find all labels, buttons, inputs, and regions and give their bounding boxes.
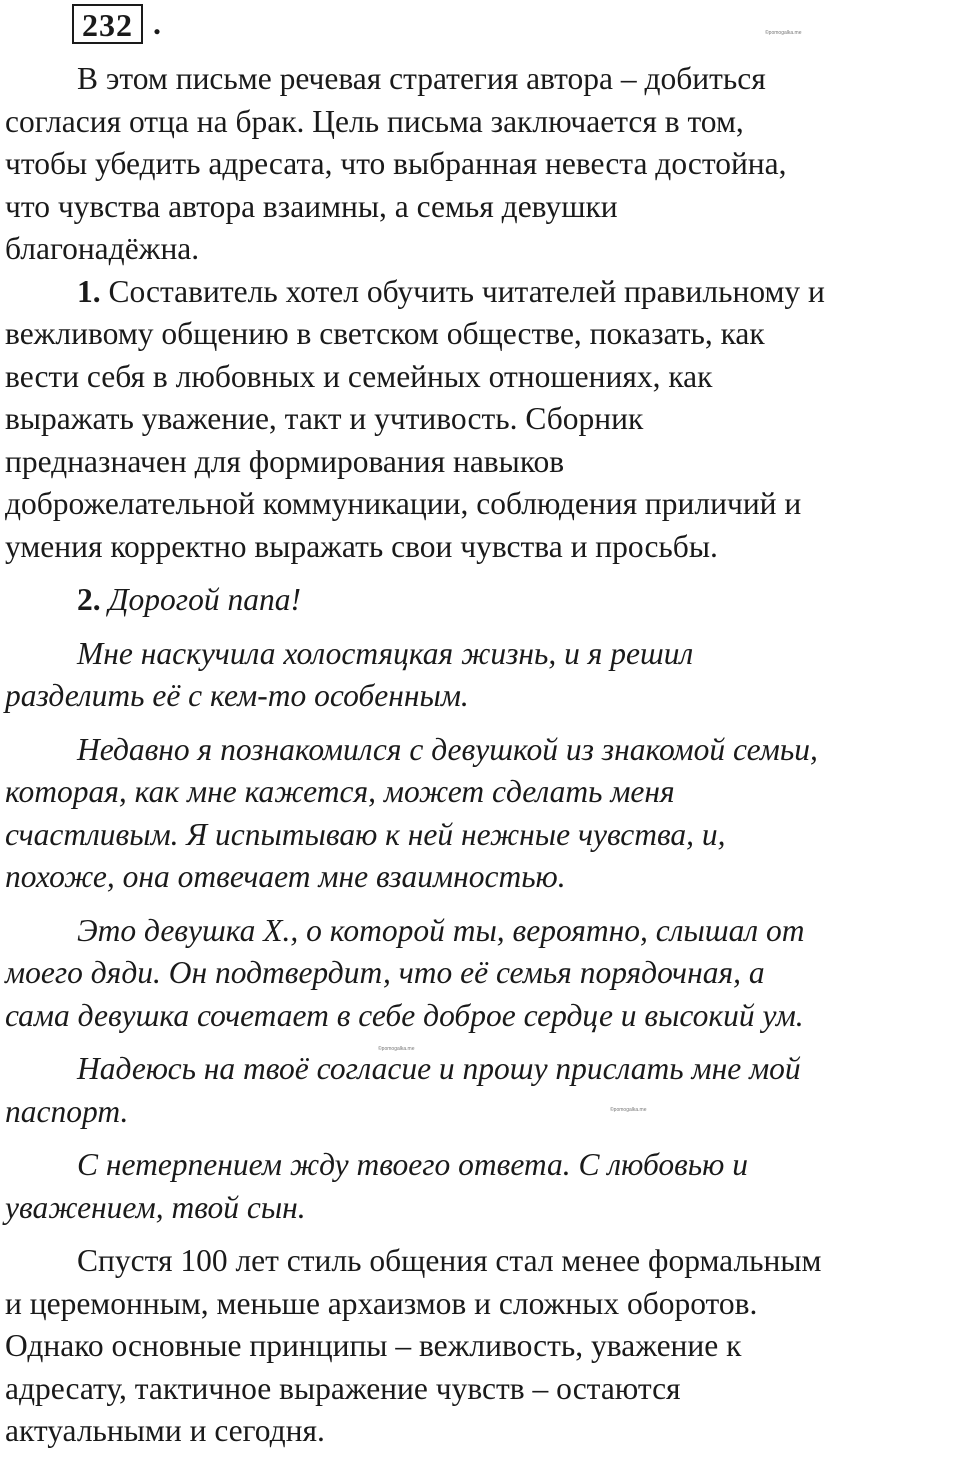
letter-paragraph [5,729,960,899]
text-line: Спустя 100 лет стиль общения стал менее формальным [77,1243,822,1278]
text-line: паспорт. [5,1093,129,1129]
paragraph-intro [5,58,960,271]
text-line: В этом письме речевая стратегия автора – добиться [77,61,766,96]
text-line: умения корректно выражать свои чувства и просьбы. [5,528,718,564]
text-line: разделить её с кем-то особенным. [5,678,469,713]
letter-greeting: Дорогой папа! [100,582,301,617]
item-marker: 1. [77,273,101,309]
text-line: моего дяди. Он подтвердит, что её семья порядочная, а [5,955,765,990]
watermark: ©pomogalka.me [765,30,802,36]
text-line: счастливым. Я испытываю к ней нежные чувства, и, [5,816,726,852]
text-line: уважением, твой сын. [5,1189,306,1225]
text-line: Составитель хотел обучить читателей правильному и [100,273,825,309]
paragraph-answer-2 [5,579,960,622]
paragraph-answer-1 [5,271,960,569]
text-line: благонадёжна. [5,231,200,266]
text-line: согласия отца на брак. Цель письма заключается в том, [5,103,744,139]
text-line: Надеюсь на твоё согласие и прошу прислать мне мой [77,1051,801,1086]
answer-text [5,58,960,1453]
text-line: Однако основные принципы – вежливость, уважение к [5,1328,742,1363]
text-line: адресату, тактичное выражение чувств – остаются [5,1370,681,1406]
text-line: актуальными и сегодня. [5,1413,325,1448]
text-line: чтобы убедить адресата, что выбранная невеста достойна, [5,146,787,181]
watermark: ©pomogalka.me [610,1107,647,1113]
text-line: Это девушка Х., о которой ты, вероятно, слышал от [77,912,805,948]
text-line: что чувства автора взаимны, а семья девушки [5,188,618,224]
watermark: ©pomogalka.me [378,1046,415,1052]
text-line: С нетерпением жду твоего ответа. С любовью и [77,1147,748,1182]
letter-paragraph [5,633,960,718]
text-line: вести себя в любовных и семейных отношениях, как [5,358,713,394]
text-line: Мне наскучила холостяцкая жизнь, и я решил [77,635,694,671]
item-marker: 2. [77,582,101,617]
text-line: выражать уважение, такт и учтивость. Сборник [5,401,644,436]
letter-closing [5,1144,960,1229]
paragraph-conclusion [5,1240,960,1453]
text-line: и церемонным, меньше архаизмов и сложных оборотов. [5,1285,758,1321]
text-line: сама девушка сочетает в себе доброе сердце и высокий ум. [5,997,804,1033]
text-line: предназначен для формирования навыков [5,443,565,479]
text-line: Недавно я познакомился с девушкой из знакомой семьи, [77,731,818,767]
text-line: вежливому общению в светском обществе, показать, как [5,316,765,351]
task-number-box [72,4,143,44]
task-number-dot: . [153,5,161,41]
letter-paragraph [5,910,960,1038]
letter-paragraph [5,1048,960,1133]
text-line: которая, как мне кажется, может сделать меня [5,774,675,809]
task-number: 232 [82,7,133,43]
text-line: доброжелательной коммуникации, соблюдения приличий и [5,486,802,521]
text-line: похоже, она отвечает мне взаимностью. [5,859,566,894]
